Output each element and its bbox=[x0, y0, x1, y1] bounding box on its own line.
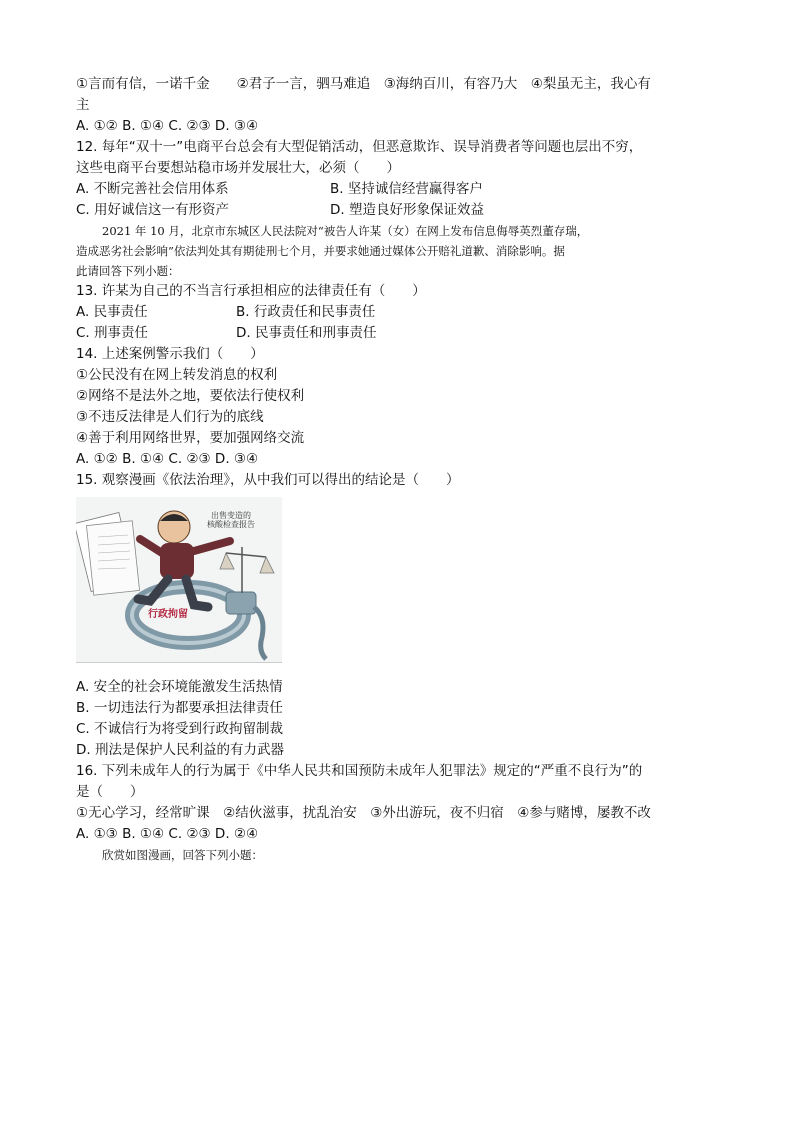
q15-option-b: B. 一切违法行为都要承担法律责任 bbox=[76, 700, 283, 716]
q12-stem-line2: 这些电商平台要想站稳市场并发展壮大，必须（ ） bbox=[76, 160, 400, 176]
material-line3: 此请回答下列小题： bbox=[76, 264, 180, 278]
q11-options-line1: ①言而有信，一诺千金 ②君子一言，驷马难追 ③海纳百川，有容乃大 ④梨虽无主，我心有 bbox=[76, 76, 651, 92]
q12-option-b: B. 坚持诚信经营赢得客户 bbox=[330, 181, 483, 197]
q14-option-2: ②网络不是法外之地，要依法行使权利 bbox=[76, 388, 305, 404]
q16-options: ①无心学习，经常旷课 ②结伙滋事，扰乱治安 ③外出游玩，夜不归宿 ④参与赌博，屡教不改 bbox=[76, 805, 651, 821]
q13-option-a: A. 民事责任 bbox=[76, 304, 148, 320]
q12-stem-line1: 12. 每年“双十一”电商平台总会有大型促销活动，但恶意欺诈、误导消费者等问题也层出不穷， bbox=[76, 139, 643, 155]
q13-option-d: D. 民事责任和刑事责任 bbox=[236, 325, 377, 341]
next-section-intro: 欣赏如图漫画，回答下列小题： bbox=[102, 848, 263, 862]
q12-options-row2 bbox=[76, 200, 696, 221]
q11-options-line2: 主 bbox=[76, 97, 90, 113]
q15-option-a: A. 安全的社会环境能激发生活热情 bbox=[76, 679, 283, 695]
q16-stem-line2: 是（ ） bbox=[76, 784, 144, 800]
q16-stem-line1: 16. 下列未成年人的行为属于《中华人民共和国预防未成年人犯罪法》规定的“严重不良行为”的 bbox=[76, 763, 643, 779]
papers-icon bbox=[76, 512, 140, 595]
q13-option-b: B. 行政责任和民事责任 bbox=[236, 304, 376, 320]
q12-option-d: D. 塑造良好形象保证效益 bbox=[330, 202, 484, 218]
law-cartoon-image bbox=[76, 497, 282, 663]
scale-icon bbox=[220, 547, 274, 593]
cartoon-handcuff-label: 行政拘留 bbox=[148, 609, 188, 620]
material-line2: 造成恶劣社会影响”依法判处其有期徒刑七个月，并要求她通过媒体公开赔礼道歉、消除影响。据 bbox=[76, 244, 565, 258]
cartoon-sign-label: 出售变造的 核酸检查报告 bbox=[207, 511, 255, 529]
q14-option-1: ①公民没有在网上转发消息的权利 bbox=[76, 367, 278, 383]
q12-options-row1 bbox=[76, 179, 696, 200]
exam-page bbox=[76, 74, 696, 865]
q16-choices: A. ①③ B. ①④ C. ②③ D. ②④ bbox=[76, 826, 259, 842]
q11-choices: A. ①② B. ①④ C. ②③ D. ③④ bbox=[76, 118, 259, 134]
q14-option-3: ③不违反法律是人们行为的底线 bbox=[76, 409, 264, 425]
q15-stem: 15. 观察漫画《依法治理》，从中我们可以得出的结论是（ ） bbox=[76, 472, 460, 488]
q14-option-4: ④善于利用网络世界，要加强网络交流 bbox=[76, 430, 305, 446]
q12-option-a: A. 不断完善社会信用体系 bbox=[76, 181, 229, 197]
material-line1: 2021 年 10 月，北京市东城区人民法院对“被告人许某（女）在网上发布信息侮辱英烈董存瑞， bbox=[102, 224, 589, 238]
q15-option-c: C. 不诚信行为将受到行政拘留制裁 bbox=[76, 721, 284, 737]
q13-option-c: C. 刑事责任 bbox=[76, 325, 149, 341]
q13-options-row1 bbox=[76, 302, 696, 323]
q15-option-d: D. 刑法是保护人民利益的有力武器 bbox=[76, 742, 284, 758]
q12-option-c: C. 用好诚信这一有形资产 bbox=[76, 202, 230, 218]
q14-choices: A. ①② B. ①④ C. ②③ D. ③④ bbox=[76, 451, 259, 467]
q14-stem: 14. 上述案例警示我们（ ） bbox=[76, 346, 264, 362]
q13-options-row2 bbox=[76, 323, 696, 344]
q13-stem: 13. 许某为自己的不当言行承担相应的法律责任有（ ） bbox=[76, 283, 426, 299]
